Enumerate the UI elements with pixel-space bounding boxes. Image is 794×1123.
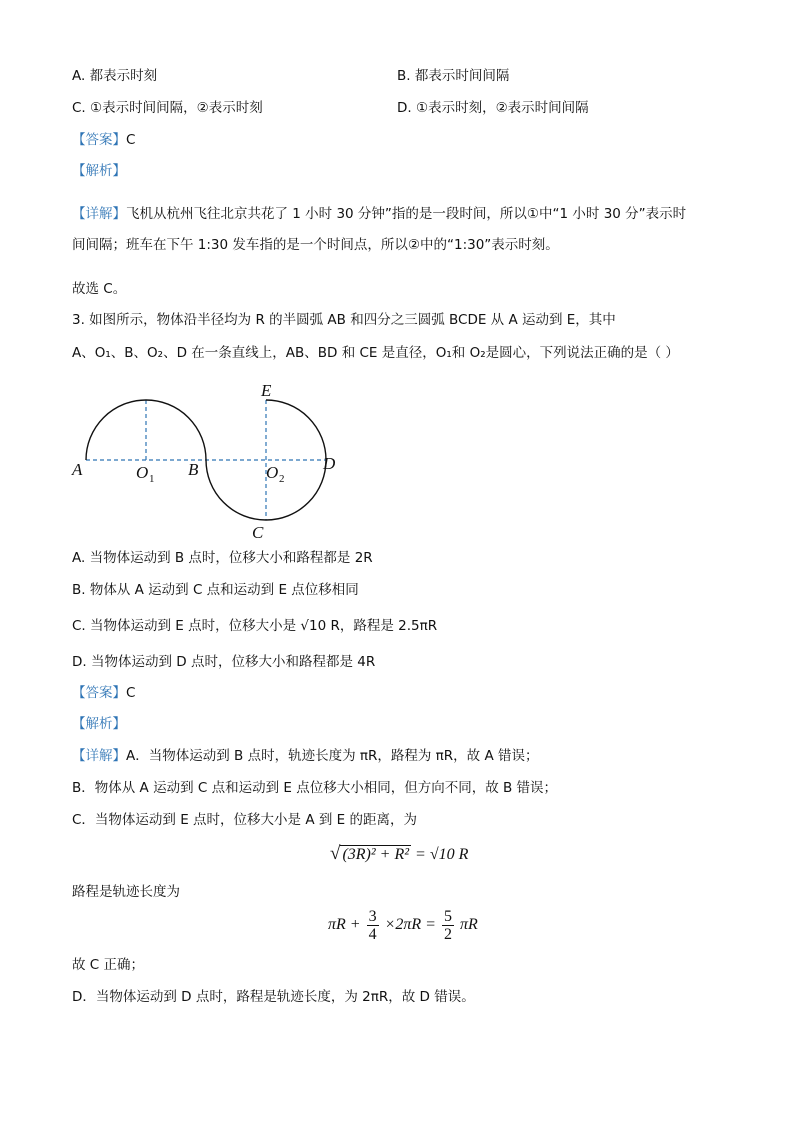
q3-detail-line-d: D．当物体运动到 D 点时，路程是轨迹长度，为 2πR，故 D 错误。 [72,989,475,1005]
analysis-label: 【解析】 [72,716,126,732]
sqrt-symbol: √ [330,843,341,864]
equation-displacement [330,843,468,865]
equation-path-length [328,908,478,943]
fraction-three-quarters [367,908,379,943]
answer-label: 【答案】 [72,132,126,148]
q2-conclusion: 故选 C。 [72,281,127,297]
label-e: E [261,381,272,400]
detail-label: 【详解】 [72,748,126,764]
frac1-numerator: 3 [368,908,377,925]
eq2-part-c: πR [459,916,478,934]
frac2-numerator: 5 [443,908,452,925]
answer-value: C [126,685,136,701]
q3-answer [72,684,135,702]
label-d: D [323,454,336,473]
fraction-five-halves [442,908,454,943]
detail-label: 【详解】 [72,206,126,222]
analysis-label: 【解析】 [72,163,126,179]
label-o2-sub: 2 [279,473,285,485]
c-correct-text: 故 C 正确； [72,957,145,973]
answer-value: C [126,132,136,148]
q3-option-b: B. 物体从 A 运动到 C 点和运动到 E 点位移相同 [72,582,359,598]
q2-option-c: C. ①表示时间间隔，②表示时刻 [72,100,263,116]
q3-detail-line-b: B．物体从 A 运动到 C 点和运动到 E 点位移大小相同，但方向不同，故 B 错误； [72,780,558,796]
label-o1: O [136,463,149,482]
detail-text-a: A．当物体运动到 B 点时，轨迹长度为 πR，路程为 πR，故 A 错误； [126,748,539,764]
q2-option-a: A. 都表示时刻 [72,68,158,84]
q2-option-b: B. 都表示时间间隔 [397,68,510,84]
eq1-rhs: = √10 R [415,846,469,863]
semicircle-figure [68,376,358,544]
detail-text: 飞机从杭州飞往北京共花了 1 小时 30 分钟”指的是一段时间，所以①中“1 小时 30 分”表示时 [126,206,687,222]
q2-detail-line1 [72,205,686,223]
q2-answer [72,131,135,149]
q3-detail-line-a [72,747,539,765]
label-b: B [188,460,199,479]
label-c: C [252,523,264,542]
q3-option-d: D. 当物体运动到 D 点时，位移大小和路程都是 4R [72,654,376,670]
frac1-denominator: 4 [368,926,377,943]
answer-label: 【答案】 [72,685,126,701]
q3-detail-line-c: C．当物体运动到 E 点时，位移大小是 A 到 E 的距离，为 [72,812,417,828]
q3-stem-line2: A、O₁、B、O₂、D 在一条直线上，AB、BD 和 CE 是直径，O₁和 O₂是圆心，下列说法正确的是（ ） [72,345,679,361]
eq2-part-a: πR + [328,916,365,934]
q3-analysis-label [72,715,126,733]
frac2-denominator: 2 [443,926,452,943]
label-a: A [72,460,83,479]
q3-option-c: C. 当物体运动到 E 点时，位移大小是 √10 R，路程是 2.5πR [72,618,438,634]
q2-analysis-label [72,162,126,180]
q2-detail-line2: 间间隔；班车在下午 1:30 发车指的是一个时间点，所以②中的“1:30”表示时刻。 [72,237,559,253]
q3-option-a: A. 当物体运动到 B 点时，位移大小和路程都是 2R [72,550,373,566]
eq2-part-b: ×2πR = [384,916,440,934]
q3-stem-line1: 3. 如图所示，物体沿半径均为 R 的半圆弧 AB 和四分之三圆弧 BCDE 从 A 运动到 E，其中 [72,312,616,328]
path-length-text: 路程是轨迹长度为 [72,884,180,900]
label-o2: O [266,463,279,482]
eq1-radicand: (3R)² + R² [342,846,410,863]
label-o1-sub: 1 [149,473,155,485]
q2-option-d: D. ①表示时刻，②表示时间间隔 [397,100,589,116]
